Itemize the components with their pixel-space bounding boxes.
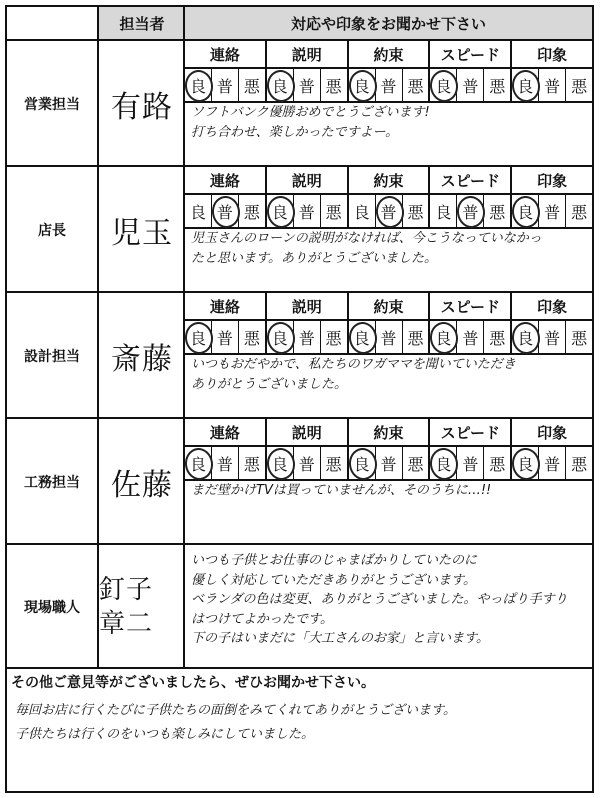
grade-option[interactable]: 良: [267, 69, 294, 101]
grade-option[interactable]: 普: [539, 195, 566, 227]
grade-option[interactable]: 悪: [239, 69, 267, 101]
grade-option[interactable]: 悪: [239, 321, 267, 353]
grade-option[interactable]: 悪: [571, 328, 588, 348]
category-label: 説明: [267, 41, 349, 67]
grade-row: [185, 445, 592, 481]
grade-option[interactable]: 悪: [484, 321, 512, 353]
grade-option[interactable]: 普: [212, 69, 239, 101]
grade-option[interactable]: 悪: [321, 69, 349, 101]
comment-line: いつもおだやかで、私たちのワガママを聞いていただき: [191, 357, 516, 372]
grade-option[interactable]: 普: [376, 195, 403, 227]
grade-option[interactable]: 良: [512, 69, 539, 101]
feedback-cell: [183, 167, 592, 293]
category-header-row: [185, 41, 592, 67]
staff-row: [7, 291, 592, 419]
grade-option[interactable]: 普: [294, 195, 321, 227]
other-comments-title: その他ご意見等がございましたら、ぜひお聞かせ下さい。: [11, 675, 375, 691]
grade-row: [185, 67, 592, 103]
grade-row: [185, 319, 592, 355]
grade-option[interactable]: 普: [212, 447, 239, 479]
grade-row: [185, 193, 592, 229]
grade-option[interactable]: 良: [512, 447, 539, 479]
grade-option[interactable]: 良: [185, 195, 212, 227]
other-comments-section: [7, 667, 592, 791]
category-label: 約束: [349, 41, 431, 67]
grade-option[interactable]: 普: [376, 321, 403, 353]
staff-row: [7, 543, 592, 669]
category-label: 連絡: [185, 293, 267, 319]
grade-option[interactable]: 普: [376, 447, 403, 479]
staff-row: [7, 417, 592, 545]
comment-line: 児玉さんのローンの説明がなければ、今こうなっていなかっ: [191, 231, 542, 246]
category-label: 印象: [537, 45, 568, 64]
staff-row: [7, 39, 592, 167]
grade-option[interactable]: 普: [376, 69, 403, 101]
grade-option[interactable]: 普: [539, 447, 566, 479]
grade-option[interactable]: 良: [267, 447, 294, 479]
category-label: 連絡: [185, 167, 267, 193]
grade-option[interactable]: 良: [430, 321, 457, 353]
category-label: スピード: [430, 293, 512, 319]
category-header-row: [185, 293, 592, 319]
comment-line: 優しく対応していただきありがとうございます。: [191, 572, 476, 588]
feedback-cell: [183, 419, 592, 545]
grade-option[interactable]: 悪: [321, 321, 349, 353]
grade-option[interactable]: 悪: [239, 447, 267, 479]
comment-text: [191, 551, 588, 649]
grade-option[interactable]: 悪: [321, 195, 349, 227]
grade-option[interactable]: 普: [457, 321, 484, 353]
grade-option[interactable]: 悪: [403, 195, 431, 227]
category-label: 約束: [349, 419, 431, 445]
grade-option[interactable]: 普: [457, 69, 484, 101]
other-comment-line: 子供たちは行くのをいつも楽しみにしていました。: [15, 727, 315, 742]
category-label: 印象: [537, 171, 568, 190]
grade-option[interactable]: 良: [512, 195, 539, 227]
grade-option[interactable]: 良: [430, 447, 457, 479]
grade-option[interactable]: 悪: [571, 76, 588, 96]
comment-line: まだ壁かけTVは買っていませんが、そのうちに…!!: [191, 483, 492, 498]
other-comments-text: [15, 699, 588, 747]
grade-option[interactable]: 良: [349, 69, 376, 101]
grade-option[interactable]: 良: [512, 321, 539, 353]
staff-role: 営業担当: [24, 97, 80, 113]
staff-name: 有路: [97, 41, 185, 167]
grade-option[interactable]: 普: [212, 195, 239, 227]
grade-option[interactable]: 良: [185, 69, 212, 101]
comment-line: 下の子はいまだに「大工さんのお家」と言います。: [191, 631, 489, 646]
category-header-row: [185, 167, 592, 193]
comment-text: [191, 229, 588, 269]
grade-option[interactable]: 普: [457, 447, 484, 479]
grade-option[interactable]: 普: [212, 321, 239, 353]
staff-role: 現場職人: [24, 600, 80, 616]
staff-name: 児玉: [97, 167, 185, 293]
category-header-row: [185, 419, 592, 445]
grade-option[interactable]: 良: [430, 195, 457, 227]
comment-line: はつけてよかったです。: [191, 611, 333, 627]
grade-option[interactable]: 悪: [403, 447, 431, 479]
feedback-cell: [183, 41, 592, 167]
grade-option[interactable]: 悪: [403, 69, 431, 101]
comment-text: [191, 103, 588, 143]
grade-option[interactable]: 悪: [571, 454, 588, 474]
grade-option[interactable]: 悪: [484, 69, 512, 101]
category-label: スピード: [430, 419, 512, 445]
header-role: [7, 7, 97, 39]
category-label: 印象: [537, 297, 568, 316]
staff-role: 店長: [38, 223, 66, 239]
grade-option[interactable]: 普: [294, 321, 321, 353]
grade-option[interactable]: 普: [539, 69, 566, 101]
feedback-cell: [183, 545, 592, 669]
grade-option[interactable]: 良: [349, 321, 376, 353]
header-person: 担当者: [97, 7, 185, 39]
feedback-sheet: [5, 5, 594, 793]
grade-option[interactable]: 良: [349, 195, 376, 227]
feedback-cell: [183, 293, 592, 419]
comment-line: ベランダの色は変更、ありがとうございました。やっぱり手すり: [191, 592, 568, 607]
staff-role: 設計担当: [24, 349, 80, 365]
grade-option[interactable]: 悪: [239, 195, 267, 227]
category-label: 連絡: [185, 419, 267, 445]
comment-line: たと思います。ありがとうございました。: [191, 251, 437, 266]
grade-option[interactable]: 良: [430, 69, 457, 101]
grade-option[interactable]: 良: [267, 321, 294, 353]
staff-name: 釘子 章二: [97, 545, 185, 669]
category-label: 約束: [349, 167, 431, 193]
comment-text: [191, 355, 588, 395]
staff-name: 斎藤: [97, 293, 185, 419]
comment-line: ソフトバンク優勝おめでとうございます!: [191, 105, 430, 120]
grade-option[interactable]: 良: [267, 195, 294, 227]
category-label: 説明: [267, 293, 349, 319]
category-label: 説明: [267, 167, 349, 193]
grade-option[interactable]: 悪: [484, 447, 512, 479]
grade-option[interactable]: 普: [539, 321, 566, 353]
grade-option[interactable]: 普: [457, 195, 484, 227]
category-label: 印象: [537, 423, 568, 442]
grade-option[interactable]: 悪: [571, 202, 588, 222]
grade-option[interactable]: 良: [349, 447, 376, 479]
comment-line: 打ち合わせ、楽しかったですよー。: [191, 125, 399, 140]
staff-role: 工務担当: [24, 475, 80, 491]
comment-line: いつも子供とお仕事のじゃまばかりしていたのに: [191, 553, 478, 568]
staff-name: 佐藤: [97, 419, 185, 545]
category-label: 連絡: [185, 41, 267, 67]
category-label: 説明: [267, 419, 349, 445]
grade-option[interactable]: 普: [294, 69, 321, 101]
comment-line: ありがとうございました。: [191, 377, 348, 392]
comment-text: [191, 481, 588, 501]
category-label: スピード: [430, 41, 512, 67]
grade-option[interactable]: 普: [294, 447, 321, 479]
grade-option[interactable]: 悪: [321, 447, 349, 479]
grade-option[interactable]: 悪: [403, 321, 431, 353]
other-comment-line: 毎回お店に行くたびに子供たちの面倒をみてくれてありがとうございます。: [15, 703, 456, 718]
category-label: スピード: [430, 167, 512, 193]
header-feedback: 対応や印象をお聞かせ下さい: [183, 7, 592, 39]
staff-row: [7, 165, 592, 293]
grade-option[interactable]: 良: [185, 447, 212, 479]
category-label: 約束: [349, 293, 431, 319]
grade-option[interactable]: 悪: [484, 195, 512, 227]
grade-option[interactable]: 良: [185, 321, 212, 353]
